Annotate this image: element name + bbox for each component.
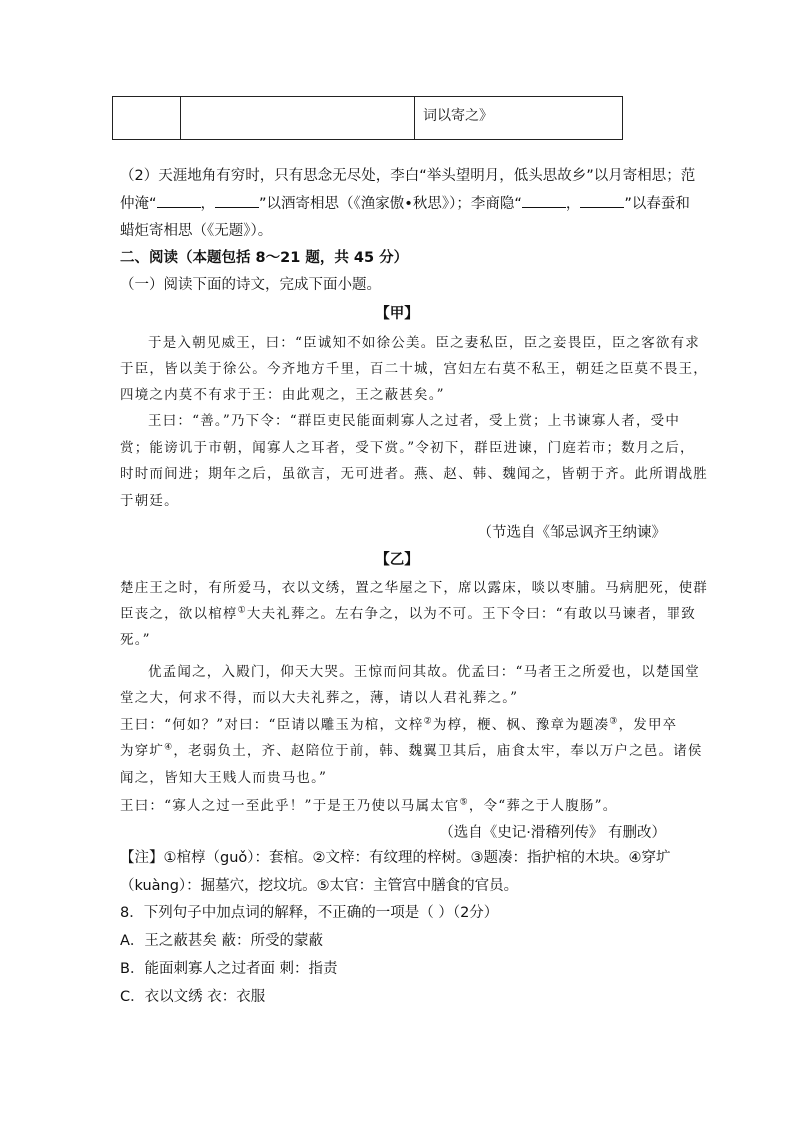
yi-line: 闻之，皆知大王贱人而贵马也。” bbox=[120, 770, 328, 786]
question-8-option-b[interactable]: B．能面刺寡人之过者面 刺：指责 bbox=[120, 961, 338, 977]
footnote-marker: ④ bbox=[164, 742, 174, 753]
fill-blank[interactable] bbox=[157, 193, 201, 208]
yi-line: 堂之大，何求不得，而以大夫礼葬之，薄，请以人君礼葬之。” bbox=[120, 690, 519, 706]
q2-line-1: （2）天涯地角有穷时，只有思念无尽处，李白“举头望明月，低头思故乡”以月寄相思；范 bbox=[120, 168, 696, 184]
notes-line-1: 【注】①棺椁（guǒ）：套棺。②文梓：有纹理的梓树。③题凑：指护棺的木块。④穿圹 bbox=[120, 850, 671, 866]
jia-line: 四境之内莫不有求于王：由此观之，王之蔽甚矣。” bbox=[120, 387, 445, 403]
yi-line: 优孟闻之，入殿门，仰天大哭。王惊而问其故。优孟曰：“马者王之所爱也，以楚国堂 bbox=[148, 664, 701, 680]
subsection-1-title: （一）阅读下面的诗文，完成下面小题。 bbox=[120, 277, 381, 293]
footnote-marker: ① bbox=[237, 605, 247, 616]
yi-line: 王曰：“寡人之过一至此乎！”于是王乃使以马属太官⑤，令“葬之于人腹肠”。 bbox=[120, 797, 618, 814]
section-2-title: 二、阅读（本题包括 8～21 题，共 45 分） bbox=[120, 250, 409, 266]
q2-line-3: 蜡炬寄相思（《无题》）。 bbox=[120, 223, 273, 239]
passage-yi-label: 【乙】 bbox=[375, 552, 419, 568]
table-cell-text: 词以寄之》 bbox=[423, 108, 493, 124]
table-row bbox=[113, 97, 623, 140]
fill-blank[interactable] bbox=[215, 193, 259, 208]
question-8-stem: 8．下列句子中加点词的解释，不正确的一项是（ ）（2分） bbox=[120, 905, 499, 921]
yi-line: 王曰：“何如？”对曰：“臣请以雕玉为棺，文梓②为椁，楩、枫、豫章为题凑③，发甲卒 bbox=[120, 716, 678, 733]
q2-line-2: 仲淹“ ， ”以酒寄相思（《渔家傲•秋思》）；李商隐“ ， ”以春蚕和 bbox=[120, 193, 690, 214]
jia-line: 赏；能谤讥于市朝，闻寡人之耳者，受下赏。”令初下，群臣进谏，门庭若市；数月之后， bbox=[120, 440, 695, 456]
table-cell bbox=[113, 97, 181, 140]
fill-blank[interactable] bbox=[522, 193, 566, 208]
jia-source: （节选自《邹忌讽齐王纳谏》 bbox=[477, 525, 666, 541]
jia-line: 于朝廷。 bbox=[120, 493, 179, 509]
notes-line-2: （kuàng）：掘墓穴，挖坟坑。⑤太官：主管宫中膳食的官员。 bbox=[120, 878, 519, 894]
question-8-option-a[interactable]: A．王之蔽甚矣 蔽：所受的蒙蔽 bbox=[120, 933, 324, 949]
table-cell bbox=[181, 97, 415, 140]
yi-line: 死。” bbox=[120, 632, 151, 648]
jia-line: 王曰：“善。”乃下令：“群臣吏民能面刺寡人之过者，受上赏；上书谏寡人者，受中 bbox=[148, 413, 681, 429]
footnote-marker: ③ bbox=[609, 716, 619, 727]
table-cell bbox=[415, 97, 623, 140]
jia-line: 时时而间进；期年之后，虽欲言，无可进者。燕、赵、韩、魏闻之，皆朝于齐。此所谓战胜 bbox=[120, 466, 708, 482]
question-8-option-c[interactable]: C．衣以文绣 衣：衣服 bbox=[120, 989, 266, 1005]
yi-line: 为穿圹④，老弱负土，齐、赵陪位于前，韩、魏翼卫其后，庙食太牢，奉以万户之邑。诸侯 bbox=[120, 742, 703, 759]
fill-blank[interactable] bbox=[580, 193, 624, 208]
yi-source: （选自《史记·滑稽列传》 有删改） bbox=[439, 825, 666, 841]
answer-table-fragment bbox=[112, 96, 623, 140]
footnote-marker: ⑤ bbox=[459, 797, 469, 808]
jia-line: 于是入朝见威王，曰：“臣诚知不如徐公美。臣之妻私臣，臣之妾畏臣，臣之客欲有求 bbox=[148, 335, 701, 351]
jia-line: 于臣，皆以美于徐公。今齐地方千里，百二十城，宫妇左右莫不私王，朝廷之臣莫不畏王， bbox=[120, 361, 708, 377]
yi-line: 臣丧之，欲以棺椁①大夫礼葬之。左右争之，以为不可。王下令曰：“有敢以马谏者，罪致 bbox=[120, 605, 696, 622]
passage-jia-label: 【甲】 bbox=[375, 306, 419, 322]
footnote-marker: ② bbox=[423, 716, 433, 727]
yi-line: 楚庄王之时，有所爱马，衣以文绣，置之华屋之下，席以露床，啖以枣脯。马病肥死，使群 bbox=[120, 580, 708, 596]
